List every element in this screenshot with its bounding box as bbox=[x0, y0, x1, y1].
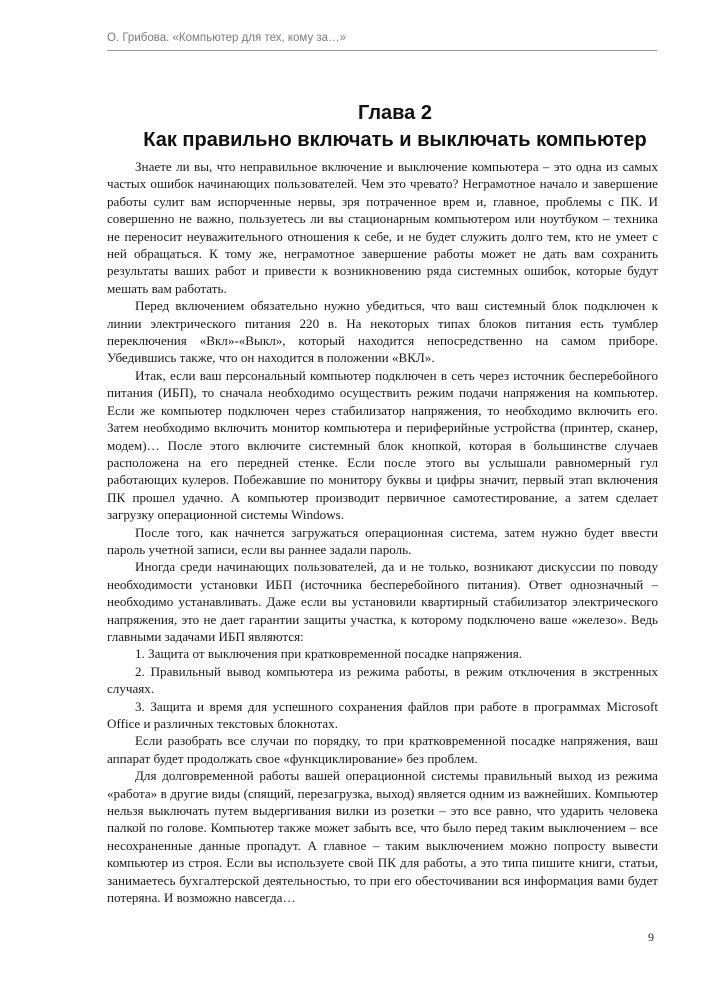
body-text bbox=[107, 158, 658, 906]
paragraph: Если разобрать все случаи по порядку, то при кратковременной посадке напряжения, ваш аппарат будет продолжать свое «функциклирование» без проблем. bbox=[107, 733, 658, 766]
paragraph: Итак, если ваш персональный компьютер подключен в сеть через источник бесперебойного питания (ИБП), то сначала необходимо осуществить режим подачи напряжения на компьютер. Если же компьютер подключен через стабилизатор напряжения, то необходимо включить его. Затем необходимо включить монитор компьютера и периферийные устройства (принтер, сканер, модем)… После этого включите системный блок кнопкой, которая в большинстве случаев расположена на его передней стенке. Если после этого вы услышали равномерный гул работающих кулеров. Побежавшие по монитору буквы и цифры значит, первый этап включения ПК прошел удачно. А компьютер производит первичное самотестирование, а затем сделает загрузку операционной системы Windows. bbox=[107, 367, 658, 523]
paragraph: Знаете ли вы, что неправильное включение и выключение компьютера – это одна из самых частых ошибок начинающих пользователей. Чем это чревато? Неграмотное начало и завершение работы сулит вам испорченные нервы, зря потраченное врем и, главное, проблемы с ПК. И совершенно не важно, пользуетесь ли вы стационарным компьютером или ноутбуком – техника не переносит неуважительного отношения к себе, и не будет служить долго тем, кто не умеет с ней обращаться. К тому же, неграмотное завершение работы может не дать вам сохранить результаты ваших работ и привести к возникновению ряда системных ошибок, которые будут мешать вам работать. bbox=[107, 159, 658, 296]
list-item: 2. Правильный вывод компьютера из режима работы, в режим отключения в экстренных случаях. bbox=[107, 663, 658, 697]
list-item: 1. Защита от выключения при кратковременной посадке напряжения. bbox=[135, 646, 523, 662]
chapter-number: Глава 2 bbox=[357, 102, 432, 124]
paragraph: После того, как начнется загружаться операционная система, затем нужно будет ввести пароль учетной записи, если вы раннее задали пароль. bbox=[107, 524, 658, 557]
paragraph: Для долговременной работы вашей операционной системы правильный выход из режима «работа» в другие виды (спящий, перезагрузка, выход) является одним из важнейших. Компьютер нельзя выключать путем выдергивания вилки из розетки – это все равно, что ударить человека палкой по голове. Компьютер также может забыть все, что было перед таким выключением – все несохраненные данные пропадут. А главное – таким выключением можно попросту вывести компьютер из строя. Если вы используете свой ПК для работы, а это типа пишите книги, статьи, занимаетесь бухгалтерской деятельностью, то при его обесточивании вся информация вами будет потеряна. И возможно навсегда… bbox=[107, 768, 658, 906]
chapter-title: Как правильно включать и выключать компьютер bbox=[143, 129, 647, 151]
list-item: 3. Защита и время для успешного сохранения файлов при работе в программах Microsoft Office и различных текстовых блокнотах. bbox=[107, 698, 658, 731]
running-header: О. Грибова. «Компьютер для тех, кому за…» bbox=[107, 32, 346, 44]
header-divider bbox=[107, 50, 657, 51]
paragraph: Перед включением обязательно нужно убедиться, что ваш системный блок подключен к линии электрического питания 220 в. На некоторых типах блоков питания есть тумблер переключения «Вкл»-«Выкл», который находится непосредственно на самом приборе. Убедившись также, что он находится в положении «ВКЛ». bbox=[107, 298, 658, 366]
paragraph: Иногда среди начинающих пользователей, да и не только, возникают дискуссии по поводу необходимости установки ИБП (источника бесперебойного питания). Ответ однозначный – необходимо устанавливать. Даже если вы установили квартирный стабилизатор электрического напряжения, это не дает гарантии защиты участка, к которому подключено ваше «железо». Ведь главными задачами ИБП являются: bbox=[107, 559, 658, 644]
page-number: 9 bbox=[648, 930, 654, 944]
chapter-heading bbox=[70, 100, 707, 154]
